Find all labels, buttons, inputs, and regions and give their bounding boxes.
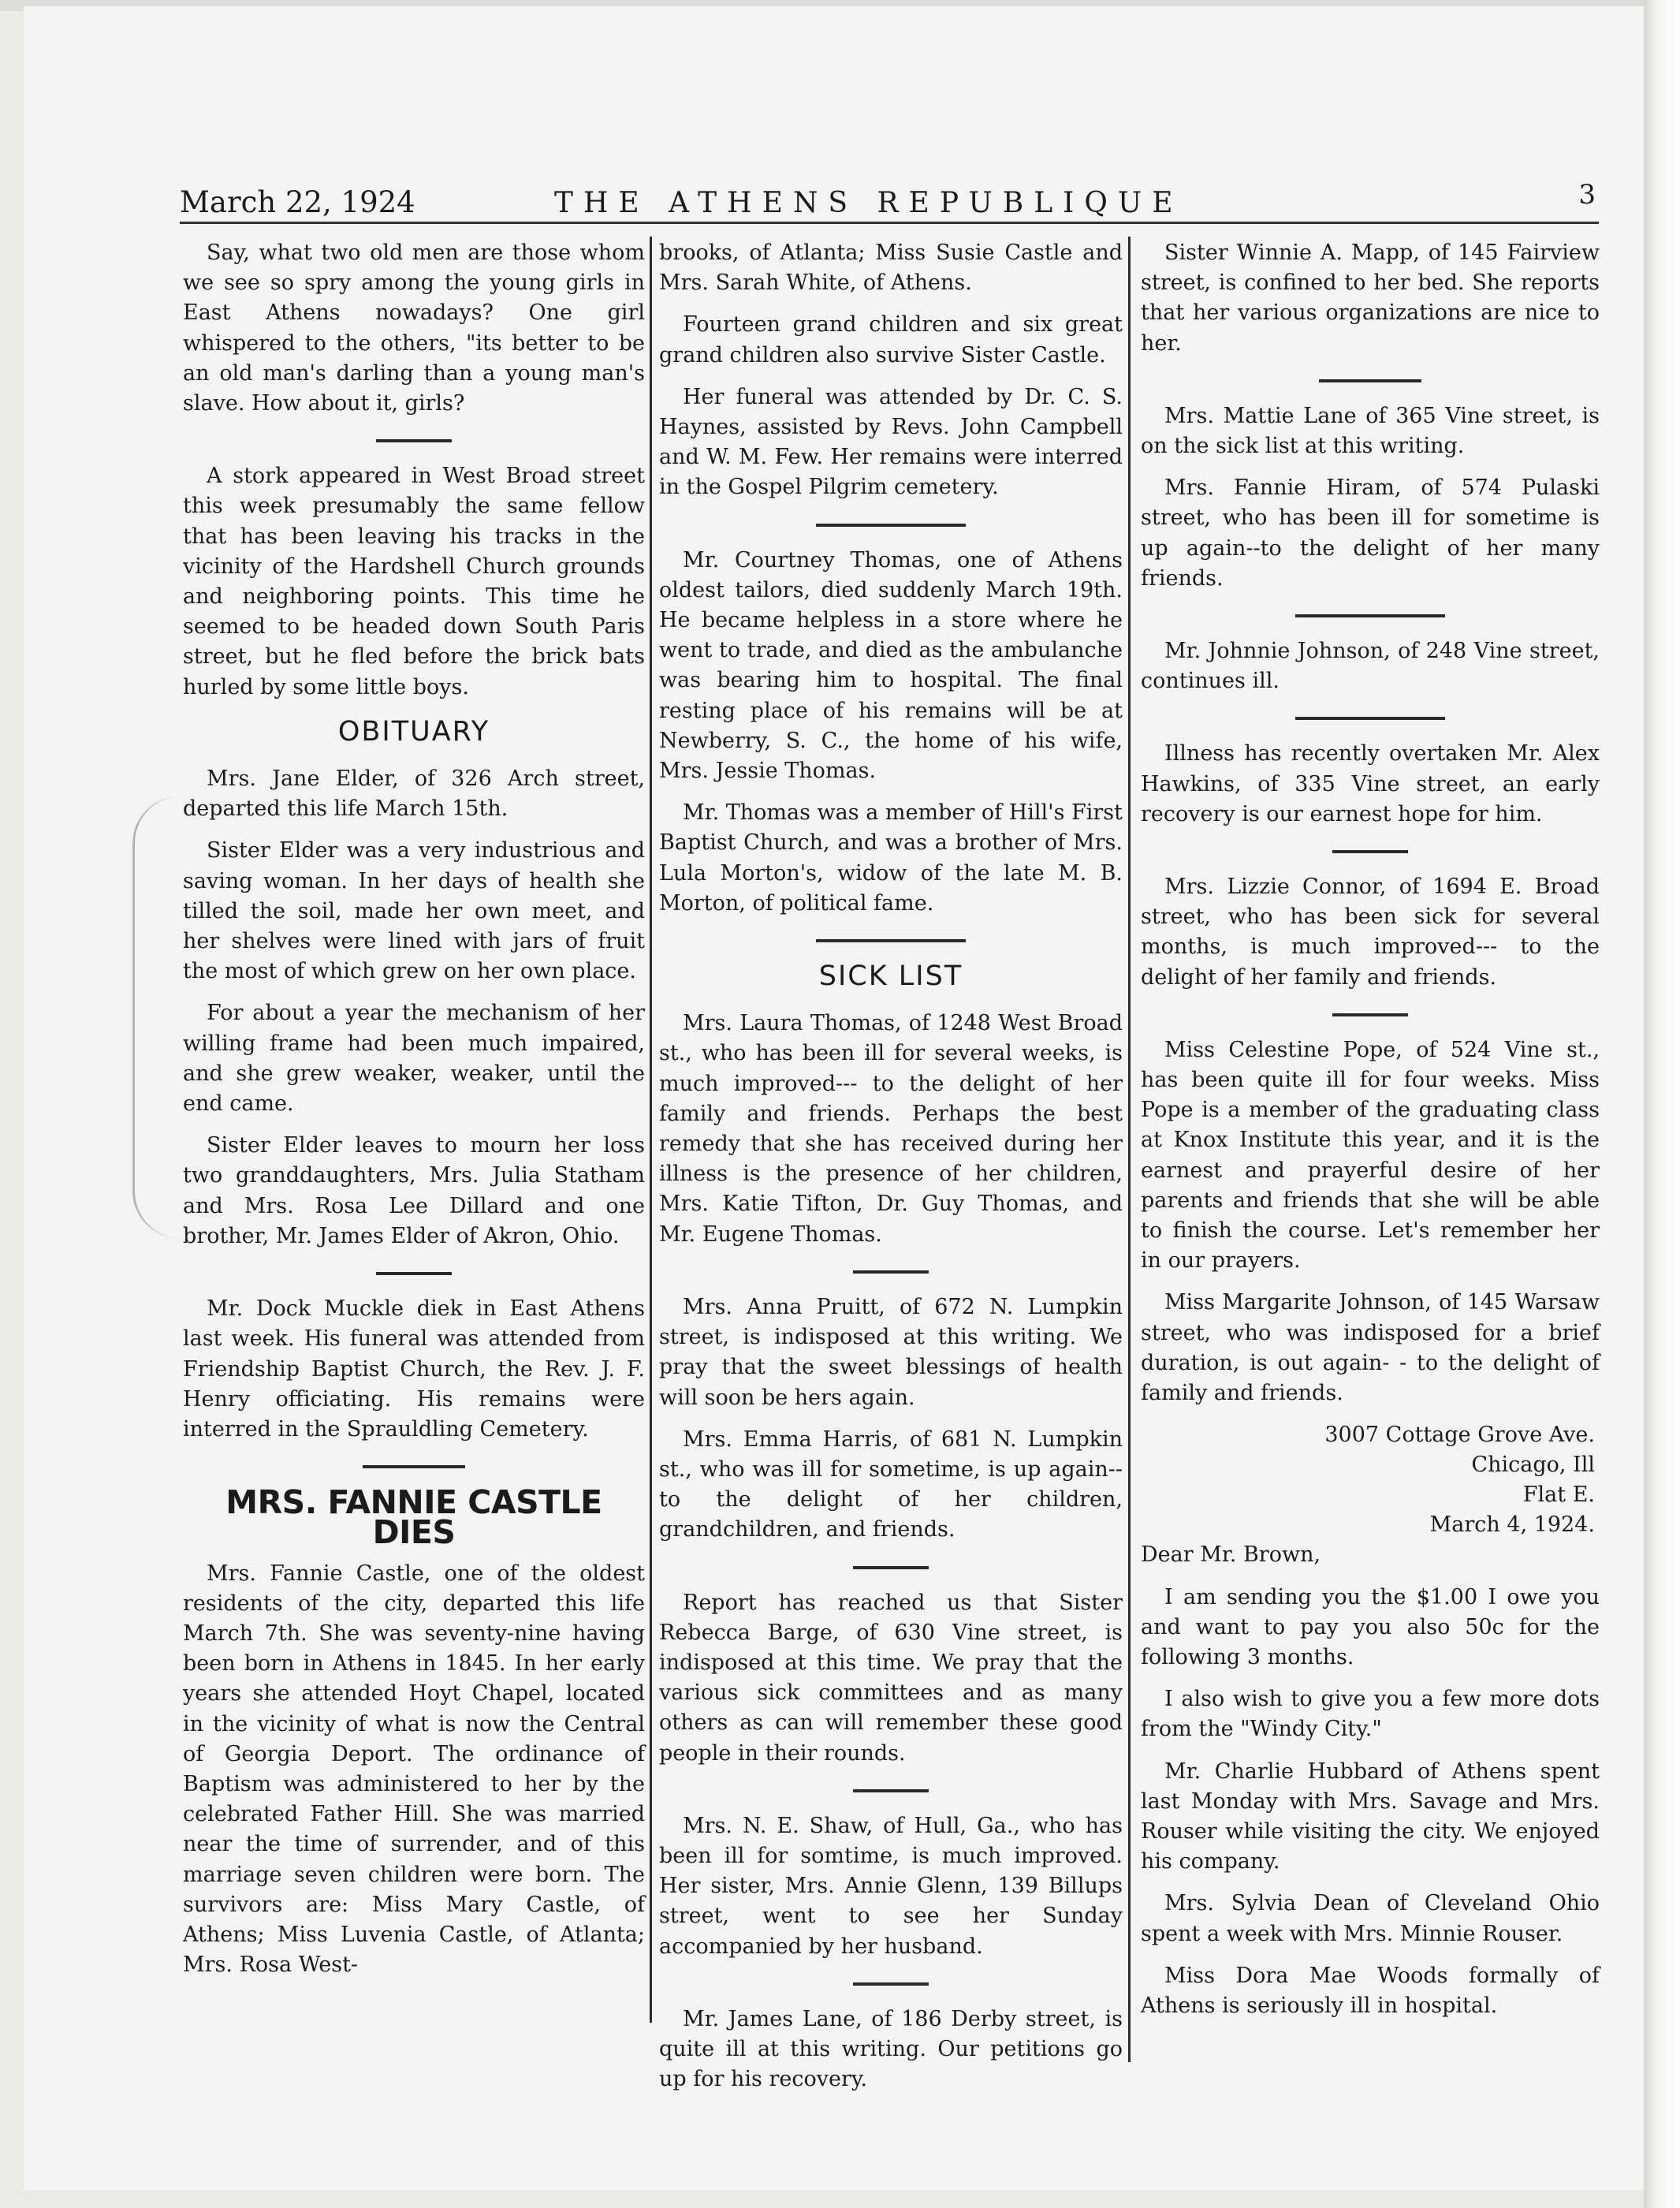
address-line: 3007 Cottage Grove Ave. <box>1324 1423 1595 1448</box>
separator <box>816 524 966 527</box>
address-line: Chicago, Ill <box>1471 1453 1595 1478</box>
sick-item: Mrs. Fannie Hiram, of 574 Pulaski street, who has been ill for sometime is up again--to the delight of her many friends. <box>1141 476 1600 591</box>
scan-right-edge <box>1644 0 1680 2208</box>
obituary-paragraph: Mrs. Jane Elder, of 326 Arch street, departed this life March 15th. <box>183 766 645 822</box>
separator <box>816 939 966 942</box>
sick-item: Sister Winnie A. Mapp, of 145 Fairview street, is confined to her bed. She reports that her various organizations are nice to her. <box>1141 241 1600 356</box>
separator <box>853 1789 929 1792</box>
separator <box>853 1270 929 1274</box>
sick-item: Mrs. Emma Harris, of 681 N. Lumpkin st., who was ill for sometime, is up again--to the delight of her children, grandchildren, and friends. <box>659 1427 1123 1542</box>
page-number: 3 <box>1578 179 1596 211</box>
column-1 <box>183 238 645 1992</box>
page-header <box>180 179 1599 224</box>
letter-salutation: Dear Mr. Brown, <box>1141 1542 1321 1568</box>
address-line: Flat E. <box>1522 1483 1595 1508</box>
separator <box>363 1465 465 1468</box>
news-item: Miss Dora Mae Woods formally of Athens is seriously ill in hospital. <box>1141 1963 1600 2018</box>
castle-article: Her funeral was attended by Dr. C. S. Haynes, assisted by Revs. John Campbell and W. M. Few. Her remains were interred in the Gospel Pilgrim cemetery. <box>659 384 1123 500</box>
column-rule-2 <box>1128 237 1131 2062</box>
column-2 <box>659 238 1123 2106</box>
castle-headline: MRS. FANNIE CASTLE DIES <box>225 1483 602 1552</box>
obituary-paragraph: For about a year the mechanism of her willing frame had been much impaired, and she grew weaker, weaker, until the end came. <box>183 1001 645 1117</box>
muckle-notice: Mr. Dock Muckle diek in East Athens last week. His funeral was attended from Friendship Baptist Church, the Rev. J. F. Henry officiating. His remains were interred in the Sprauldling Cemetery. <box>183 1296 645 1442</box>
sick-item: Mrs. Mattie Lane of 365 Vine street, is on the sick list at this writing. <box>1141 403 1600 459</box>
castle-article: Fourteen grand children and six great grand children also survive Sister Castle. <box>659 312 1123 367</box>
separator <box>1295 614 1445 617</box>
letter-address <box>1141 1420 1600 1540</box>
issue-date: March 22, 1924 <box>180 185 415 219</box>
separator <box>853 1566 929 1569</box>
separator <box>853 1982 929 1986</box>
masthead-title: THE ATHENS REPUBLIQUE <box>554 187 1183 219</box>
thomas-obituary: Mr. Courtney Thomas, one of Athens oldest tailors, died suddenly March 19th. He became helpless in a store where he went to trade, and died as the ambulanche was bearing him to hospital. The final resting place of his remains will be at Newberry, S. C., the home of his wife, Mrs. Jessie Thomas. <box>659 547 1123 784</box>
sick-item: Mrs. N. E. Shaw, of Hull, Ga., who has been ill for somtime, is much improved. Her sister, Mrs. Annie Glenn, 139 Billups street, went to see her Sunday accompanied by her husband. <box>659 1813 1123 1959</box>
sick-item: Report has reached us that Sister Rebecca Barge, of 630 Vine street, is indisposed at this time. We pray that the various sick committees and as many others as can will remember these good people in their rounds. <box>659 1590 1123 1766</box>
thomas-obituary: Mr. Thomas was a member of Hill's First Baptist Church, and was a brother of Mrs. Lula Morton's, widow of the late M. B. Morton, of political fame. <box>659 800 1123 916</box>
obituary-paragraph: Sister Elder leaves to mourn her loss two granddaughters, Mrs. Julia Statham and Mrs. Rosa Lee Dillard and one brother, Mr. James Elder of Akron, Ohio. <box>183 1133 645 1248</box>
sick-item: Mrs. Laura Thomas, of 1248 West Broad st., who has been ill for several weeks, is much improved--- to the delight of her family and friends. Perhaps the best remedy that she has received during her illness is the presence of her children, Mrs. Katie Tifton, Dr. Guy Thomas, and Mr. Eugene Thomas. <box>659 1011 1123 1247</box>
letter-paragraph: I am sending you the $1.00 I owe you and want to pay you also 50c for the following 3 months. <box>1141 1584 1600 1669</box>
separator <box>1332 1013 1408 1016</box>
letter-date: March 4, 1924. <box>1429 1512 1595 1538</box>
separator <box>1319 379 1421 382</box>
gossip-item: Say, what two old men are those whom we see so spry among the young girls in East Athens nowadays? One girl whispered to the others, "its better to be an old man's darling than a young man's slave. How about it, girls? <box>183 241 645 416</box>
sick-item: Miss Celestine Pope, of 524 Vine st., has been quite ill for four weeks. Miss Pope is a member of the graduating class at Knox Institute this year, and it is the earnest and prayerful desire of her parents and friends that she will be able to finish the course. Let's remember her in our prayers. <box>1141 1037 1600 1274</box>
castle-article-continued: brooks, of Atlanta; Miss Susie Castle and Mrs. Sarah White, of Athens. <box>659 241 1123 296</box>
sick-item: Illness has recently overtaken Mr. Alex Hawkins, of 335 Vine street, an early recovery is our earnest hope for him. <box>1141 741 1600 826</box>
column-rule-1 <box>650 237 652 2023</box>
castle-article: Mrs. Fannie Castle, one of the oldest residents of the city, departed this life March 7th. She was seventy-nine having been born in Athens in 1845. In her early years she attended Hoyt Chapel, located in the vicinity of what is now the Central of Georgia Deport. The ordinance of Baptism was administered to her by the celebrated Father Hill. She was married near the time of surrender, and of this marriage seven children were born. The survivors are: Miss Mary Castle, of Athens; Miss Luvenia Castle, of Atlanta; Mrs. Rosa West- <box>183 1561 645 1978</box>
news-item: Mr. Charlie Hubbard of Athens spent last Monday with Mrs. Savage and Mrs. Rouser while visiting the city. We enjoyed his company. <box>1141 1759 1600 1874</box>
letter-paragraph: I also wish to give you a few more dots from the "Windy City." <box>1141 1687 1600 1742</box>
obituary-heading: OBITUARY <box>337 715 490 748</box>
stork-item: A stork appeared in West Broad street this week presumably the same fellow that has been leaving his tracks in the vicinity of the Hardshell Church grounds and neighboring points. This time he seemed to be headed down South Paris street, but he fled before the brick bats hurled by some little boys. <box>183 464 645 699</box>
sick-item: Mrs. Anna Pruitt, of 672 N. Lumpkin street, is indisposed at this writing. We pray that the sweet blessings of health will soon be hers again. <box>659 1294 1123 1410</box>
separator <box>1332 850 1408 853</box>
sick-item: Mrs. Lizzie Connor, of 1694 E. Broad street, who has been sick for several months, is much improved--- to the delight of her family and friends. <box>1141 875 1600 990</box>
pencil-mark <box>132 796 182 1238</box>
separator <box>376 1272 452 1275</box>
sick-list-heading: SICK LIST <box>818 960 963 993</box>
separator <box>1295 717 1445 720</box>
column-3 <box>1141 238 1600 2033</box>
sick-item: Miss Margarite Johnson, of 145 Warsaw street, who was indisposed for a brief duration, is out again- - to the delight of family and friends. <box>1141 1290 1600 1406</box>
obituary-paragraph: Sister Elder was a very industrious and saving woman. In her days of health she tilled the soil, made her own meet, and her shelves were lined with jars of fruit the most of which grew on her own place. <box>183 838 645 984</box>
separator <box>376 439 452 442</box>
news-item: Mrs. Sylvia Dean of Cleveland Ohio spent a week with Mrs. Minnie Rouser. <box>1141 1891 1600 1946</box>
sick-item: Mr. Johnnie Johnson, of 248 Vine street, continues ill. <box>1141 639 1600 694</box>
sick-item: Mr. James Lane, of 186 Derby street, is quite ill at this writing. Our petitions go up for his recovery. <box>659 2006 1123 2092</box>
